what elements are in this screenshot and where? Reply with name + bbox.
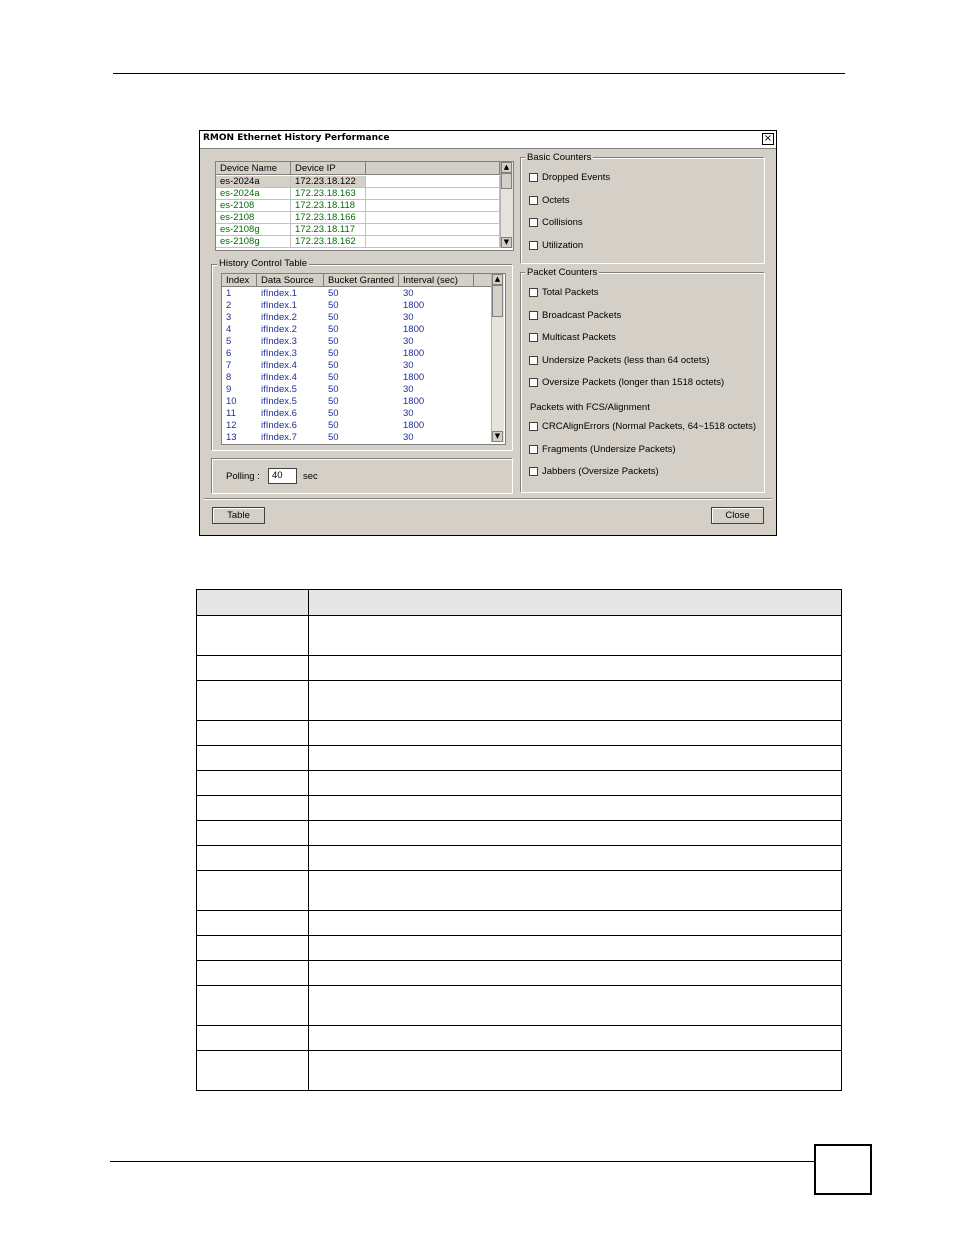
document-table-row (196, 681, 842, 721)
device-empty-cell (366, 188, 500, 200)
bucket-granted-cell: 50 (328, 336, 339, 347)
document-table-label-cell (197, 846, 309, 870)
device-row[interactable] (216, 188, 500, 200)
document-table-row (196, 1051, 842, 1091)
fcs-counter-label[interactable]: Fragments (Undersize Packets) (542, 443, 676, 455)
bucket-granted-cell: 50 (328, 396, 339, 407)
column-header-empty (366, 162, 500, 175)
polling-label: Polling : (226, 471, 260, 482)
button-separator (204, 498, 772, 500)
index-cell: 13 (226, 432, 237, 443)
header-rule (113, 73, 845, 74)
device-empty-cell (366, 200, 500, 212)
device-scrollbar[interactable] (500, 162, 513, 248)
document-table-label-cell (197, 721, 309, 745)
history-row[interactable] (222, 372, 491, 384)
document-table-row (196, 796, 842, 821)
device-ip-cell: 172.23.18.162 (291, 236, 366, 248)
device-table[interactable] (215, 161, 514, 251)
data-source-cell: ifIndex.4 (261, 360, 297, 371)
packet-counter-checkbox[interactable] (529, 378, 538, 387)
interval-cell: 30 (403, 312, 414, 323)
device-row[interactable] (216, 224, 500, 236)
scroll-down-icon[interactable]: ▼ (492, 431, 503, 442)
index-cell: 11 (226, 408, 236, 419)
document-table-label-cell (197, 796, 309, 820)
document-table-row (196, 771, 842, 796)
close-icon[interactable]: × (763, 133, 773, 144)
column-header-index[interactable]: Index (222, 274, 257, 287)
interval-cell: 30 (403, 408, 414, 419)
data-source-cell: ifIndex.5 (261, 384, 297, 395)
interval-cell: 1800 (403, 348, 425, 359)
fcs-counter-checkbox[interactable] (529, 467, 538, 476)
device-ip-cell: 172.23.18.117 (291, 224, 366, 236)
device-table-header (216, 162, 500, 175)
bucket-granted-cell: 50 (328, 432, 339, 443)
page-number-box (814, 1144, 872, 1195)
document-table-row (196, 986, 842, 1026)
basic-counter-checkbox[interactable] (529, 196, 538, 205)
basic-counters-legend: Basic Counters (527, 152, 592, 163)
bucket-granted-cell: 50 (328, 288, 339, 299)
document-table-row (196, 846, 842, 871)
column-header-data-source[interactable]: Data Source (257, 274, 324, 287)
polling-input[interactable]: 40 (268, 468, 297, 484)
bucket-granted-cell: 50 (328, 348, 339, 359)
document-table-label-cell (197, 961, 309, 985)
document-table-row (196, 656, 842, 681)
data-source-cell: ifIndex.2 (261, 324, 297, 335)
index-cell: 3 (226, 312, 232, 323)
document-table-label-cell (197, 871, 309, 910)
data-source-cell: ifIndex.3 (261, 348, 297, 359)
document-table-label-cell (197, 936, 309, 960)
interval-cell: 1800 (403, 396, 425, 407)
document-table-row (196, 961, 842, 986)
scroll-thumb[interactable] (501, 173, 512, 189)
device-name-cell: es-2108 (216, 200, 291, 212)
device-name-cell: es-2024a (216, 176, 291, 188)
basic-counter-label[interactable]: Utilization (542, 239, 584, 251)
interval-cell: 30 (403, 384, 414, 395)
scroll-up-icon[interactable]: ▲ (492, 274, 503, 285)
document-table-row (196, 746, 842, 771)
history-row[interactable] (222, 360, 491, 372)
document-table-row (196, 1026, 842, 1051)
device-name-cell: es-2108 (216, 212, 291, 224)
history-row[interactable] (222, 384, 491, 396)
index-cell: 5 (226, 336, 232, 347)
device-empty-cell (366, 176, 500, 188)
fcs-subheading: Packets with FCS/Alignment (530, 402, 650, 413)
table-button[interactable]: Table (212, 507, 265, 524)
document-table-label-cell (197, 616, 309, 655)
fcs-counter-checkbox[interactable] (529, 445, 538, 454)
document-table-row (196, 821, 842, 846)
packet-counter-label[interactable]: Total Packets (542, 287, 599, 298)
document-table-row (196, 616, 842, 656)
document-table-row (196, 911, 842, 936)
column-header-bucket-granted[interactable]: Bucket Granted (324, 274, 399, 287)
history-control-legend: History Control Table (219, 258, 308, 269)
history-control-table[interactable] (221, 273, 506, 445)
column-header-device-ip[interactable]: Device IP (291, 162, 366, 175)
data-source-cell: ifIndex.4 (261, 372, 297, 383)
index-cell: 12 (226, 420, 237, 431)
scroll-down-icon[interactable]: ▼ (501, 237, 512, 248)
data-source-cell: ifIndex.1 (261, 300, 297, 311)
index-cell: 1 (226, 288, 232, 299)
interval-cell: 30 (403, 288, 414, 299)
history-row[interactable] (222, 348, 491, 360)
history-row[interactable] (222, 300, 491, 312)
bucket-granted-cell: 50 (328, 408, 339, 419)
history-row[interactable] (222, 432, 491, 444)
index-cell: 7 (226, 360, 232, 371)
rmon-history-dialog (199, 130, 777, 536)
bucket-granted-cell: 50 (328, 420, 339, 431)
interval-cell: 1800 (403, 300, 425, 311)
device-row[interactable] (216, 212, 500, 224)
basic-counter-label[interactable]: Dropped Events (542, 172, 611, 183)
document-table-label-cell (197, 590, 309, 615)
packet-counters-legend: Packet Counters (527, 267, 598, 278)
index-cell: 2 (226, 300, 232, 311)
index-cell: 6 (226, 348, 232, 359)
history-row[interactable] (222, 336, 491, 348)
interval-cell: 1800 (403, 324, 425, 335)
document-table-label-cell (197, 986, 309, 1025)
bucket-granted-cell: 50 (328, 300, 339, 311)
packet-counter-checkbox[interactable] (529, 288, 538, 297)
interval-cell: 1800 (403, 420, 425, 431)
device-empty-cell (366, 236, 500, 248)
device-name-cell: es-2024a (216, 188, 291, 200)
device-ip-cell: 172.23.18.118 (291, 200, 366, 212)
bucket-granted-cell: 50 (328, 312, 339, 323)
document-table-row (196, 871, 842, 911)
bucket-granted-cell: 50 (328, 384, 339, 395)
index-cell: 10 (226, 396, 237, 407)
packet-counter-label[interactable]: Multicast Packets (542, 332, 616, 343)
data-source-cell: ifIndex.6 (261, 420, 297, 431)
history-row[interactable] (222, 396, 491, 408)
dialog-title: RMON Ethernet History Performance (203, 133, 390, 143)
interval-cell: 30 (403, 336, 414, 347)
bucket-granted-cell: 50 (328, 324, 339, 335)
history-row[interactable] (222, 324, 491, 336)
column-header-interval[interactable]: Interval (sec) (399, 274, 474, 287)
device-ip-cell: 172.23.18.122 (291, 176, 366, 188)
footer-rule (110, 1161, 814, 1162)
basic-counter-label[interactable]: Octets (542, 194, 570, 206)
device-ip-cell: 172.23.18.163 (291, 188, 366, 200)
document-table-label-cell (197, 911, 309, 935)
interval-cell: 1800 (403, 372, 425, 383)
history-table-header (222, 274, 492, 287)
document-table-row (196, 721, 842, 746)
history-row[interactable] (222, 288, 491, 300)
document-table-label-cell (197, 821, 309, 845)
interval-cell: 30 (403, 432, 414, 443)
title-bar (200, 131, 776, 149)
device-empty-cell (366, 224, 500, 236)
document-table-label-cell (197, 681, 309, 720)
device-row[interactable] (216, 200, 500, 212)
history-row[interactable] (222, 408, 491, 420)
history-row[interactable] (222, 312, 491, 324)
close-button[interactable]: Close (711, 507, 764, 524)
document-table-header (196, 589, 842, 616)
device-empty-cell (366, 212, 500, 224)
scroll-thumb[interactable] (492, 285, 503, 317)
index-cell: 8 (226, 372, 232, 383)
fcs-counter-checkbox[interactable] (529, 422, 538, 431)
data-source-cell: ifIndex.3 (261, 336, 297, 347)
device-ip-cell: 172.23.18.166 (291, 212, 366, 224)
data-source-cell: ifIndex.7 (261, 432, 297, 443)
document-table-label-cell (197, 1051, 309, 1090)
packet-counter-checkbox[interactable] (529, 311, 538, 320)
packet-counter-label[interactable]: Oversize Packets (longer than 1518 octets) (542, 377, 725, 388)
basic-counter-label[interactable]: Collisions (542, 217, 583, 228)
scroll-up-icon[interactable]: ▲ (501, 162, 512, 173)
interval-cell: 30 (403, 360, 414, 371)
device-name-cell: es-2108g (216, 224, 291, 236)
data-source-cell: ifIndex.2 (261, 312, 297, 323)
index-cell: 4 (226, 324, 232, 335)
polling-unit: sec (303, 471, 318, 482)
data-source-cell: ifIndex.1 (261, 288, 297, 299)
document-table-label-cell (197, 656, 309, 680)
fcs-counter-label[interactable]: Jabbers (Oversize Packets) (542, 466, 659, 477)
document-table-row (196, 936, 842, 961)
document-table-label-cell (197, 1026, 309, 1050)
packet-counter-checkbox[interactable] (529, 333, 538, 342)
packet-counter-label[interactable]: Undersize Packets (less than 64 octets) (542, 354, 710, 366)
device-row[interactable] (216, 236, 500, 248)
device-name-cell: es-2108g (216, 236, 291, 248)
data-source-cell: ifIndex.6 (261, 408, 297, 419)
basic-counter-checkbox[interactable] (529, 241, 538, 250)
packet-counter-label[interactable]: Broadcast Packets (542, 309, 622, 321)
basic-counter-checkbox[interactable] (529, 218, 538, 227)
device-row[interactable] (216, 176, 500, 188)
data-source-cell: ifIndex.5 (261, 396, 297, 407)
bucket-granted-cell: 50 (328, 372, 339, 383)
history-row[interactable] (222, 420, 491, 432)
history-scrollbar[interactable] (491, 274, 504, 442)
bucket-granted-cell: 50 (328, 360, 339, 371)
document-table-label-cell (197, 771, 309, 795)
packet-counter-checkbox[interactable] (529, 356, 538, 365)
column-header-spacer (474, 274, 492, 287)
index-cell: 9 (226, 384, 232, 395)
document-table-label-cell (197, 746, 309, 770)
fcs-counter-label[interactable]: CRCAlignErrors (Normal Packets, 64~1518 octets) (542, 421, 757, 432)
column-header-device-name[interactable]: Device Name (216, 162, 291, 175)
basic-counter-checkbox[interactable] (529, 173, 538, 182)
